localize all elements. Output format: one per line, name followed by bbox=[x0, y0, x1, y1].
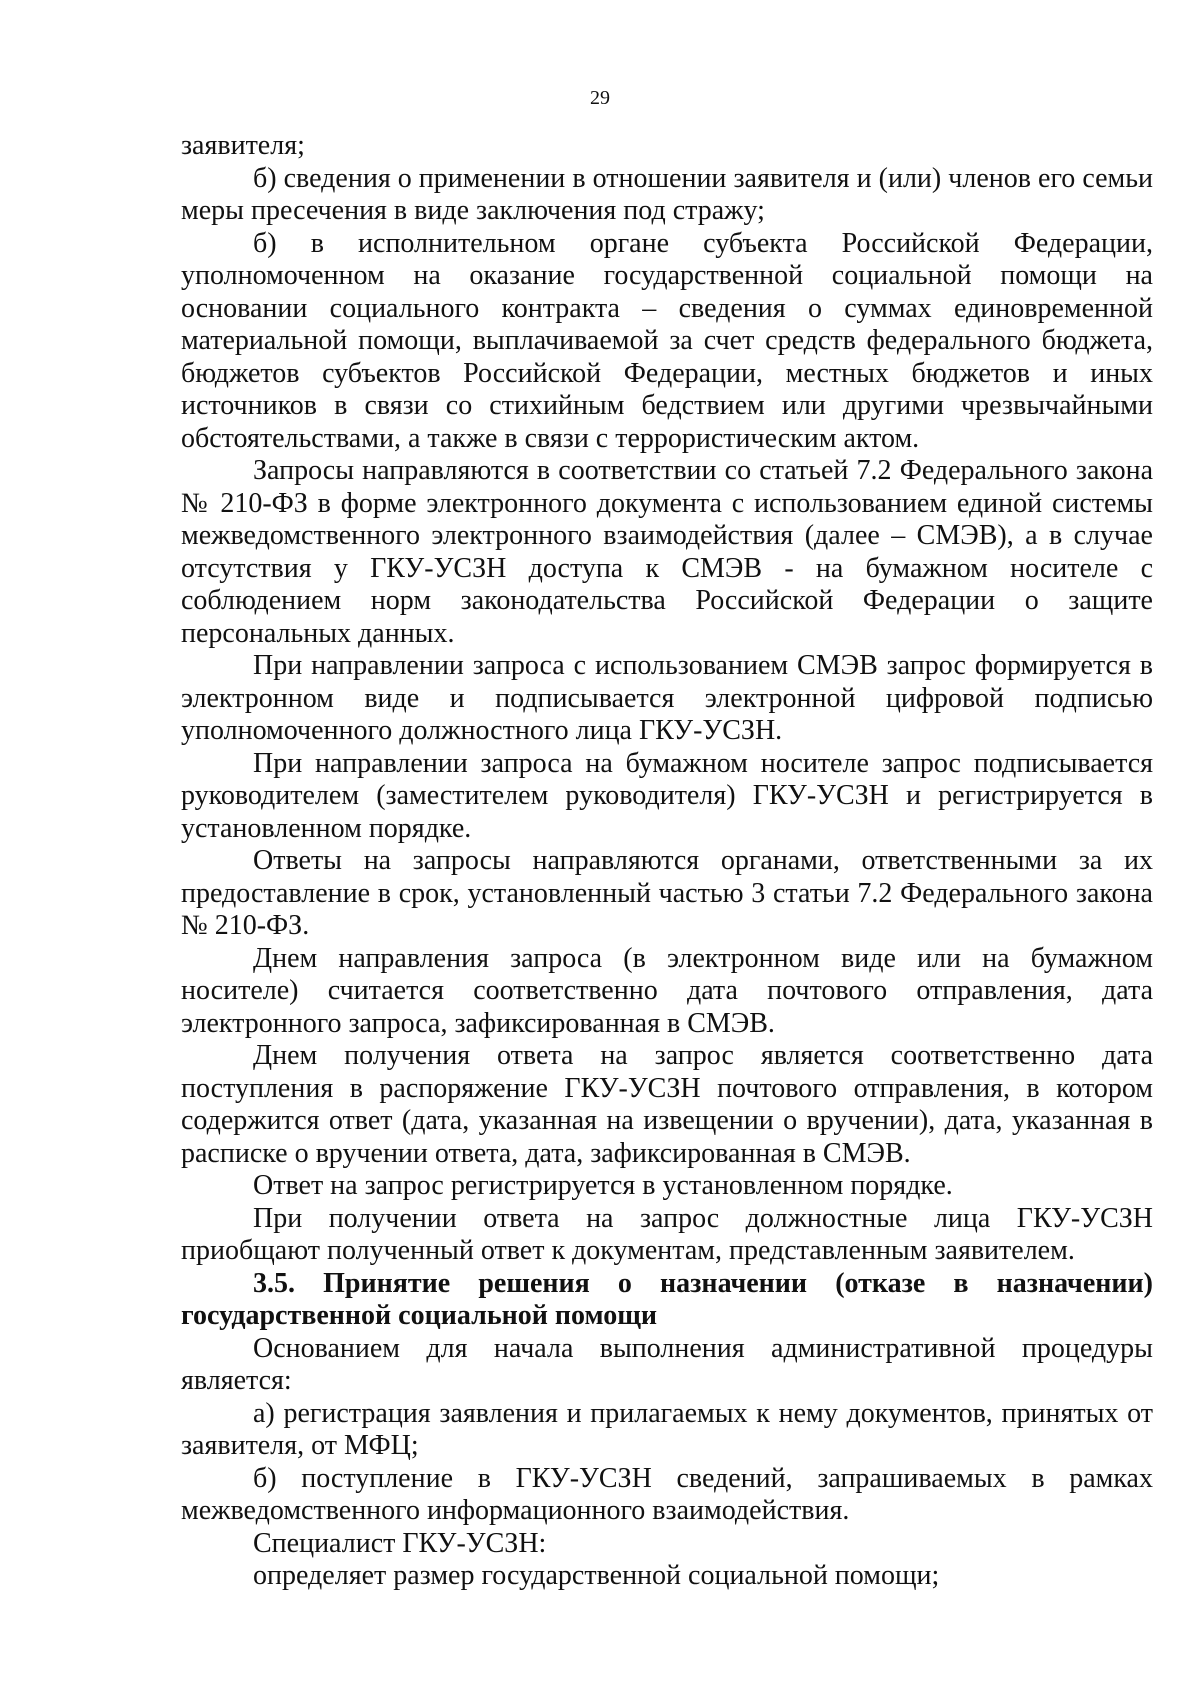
page-number: 29 bbox=[590, 87, 610, 109]
paragraph: б) в исполнительном органе субъекта Российской Федерации, уполномоченном на оказание государственной социальной помощи на основании социального контракта – сведения о суммах единовременной материальной помощи, выплачиваемой за счет средств федерального бюджета, бюджетов субъектов Российской Федерации, местных бюджетов и иных источников в связи со стихийным бедствием или другими чрезвычайными обстоятельствами, а также в связи с террористическим актом. bbox=[181, 227, 1153, 454]
section-heading: 3.5. Принятие решения о назначении (отказе в назначении) государственной социальной помощи bbox=[181, 1267, 1153, 1331]
document-body bbox=[181, 130, 1153, 1593]
paragraph: б) поступление в ГКУ-УСЗН сведений, запрашиваемых в рамках межведомственного информационного взаимодействия. bbox=[181, 1462, 1153, 1526]
paragraph: Запросы направляются в соответствии со статьей 7.2 Федерального закона № 210-ФЗ в форме электронного документа с использованием единой системы межведомственного электронного взаимодействия (далее – СМЭВ), а в случае отсутствия у ГКУ-УСЗН доступа к СМЭВ - на бумажном носителе с соблюдением норм законодательства Российской Федерации о защите персональных данных. bbox=[181, 455, 1153, 649]
paragraph: а) регистрация заявления и прилагаемых к нему документов, принятых от заявителя, от МФЦ; bbox=[181, 1397, 1153, 1461]
paragraph: Основанием для начала выполнения административной процедуры является: bbox=[181, 1332, 1153, 1396]
paragraph: заявителя; bbox=[181, 130, 305, 161]
paragraph: При направлении запроса с использованием СМЭВ запрос формируется в электронном виде и подписывается электронной цифровой подписью уполномоченного должностного лица ГКУ-УСЗН. bbox=[181, 650, 1153, 746]
paragraph: При направлении запроса на бумажном носителе запрос подписывается руководителем (заместителем руководителя) ГКУ-УСЗН и регистрируется в установленном порядке. bbox=[181, 747, 1153, 844]
paragraph: определяет размер государственной социальной помощи; bbox=[253, 1560, 940, 1591]
paragraph: При получении ответа на запрос должностные лица ГКУ-УСЗН приобщают полученный ответ к документам, представленным заявителем. bbox=[181, 1202, 1153, 1266]
paragraph: Ответы на запросы направляются органами, ответственными за их предоставление в срок, установленный частью 3 статьи 7.2 Федерального закона № 210-ФЗ. bbox=[181, 845, 1153, 941]
paragraph: Ответ на запрос регистрируется в установленном порядке. bbox=[253, 1170, 953, 1201]
paragraph: Днем направления запроса (в электронном виде или на бумажном носителе) считается соответственно дата почтового отправления, дата электронного запроса, зафиксированная в СМЭВ. bbox=[181, 942, 1153, 1039]
paragraph: Днем получения ответа на запрос является соответственно дата поступления в распоряжение ГКУ-УСЗН почтового отправления, в котором содержится ответ (дата, указанная на извещении о вручении), дата, указанная в расписке о вручении ответа, дата, зафиксированная в СМЭВ. bbox=[181, 1040, 1153, 1169]
paragraph: б) сведения о применении в отношении заявителя и (или) членов его семьи меры пресечения в виде заключения под стражу; bbox=[181, 162, 1153, 226]
paragraph: Специалист ГКУ-УСЗН: bbox=[253, 1527, 547, 1559]
